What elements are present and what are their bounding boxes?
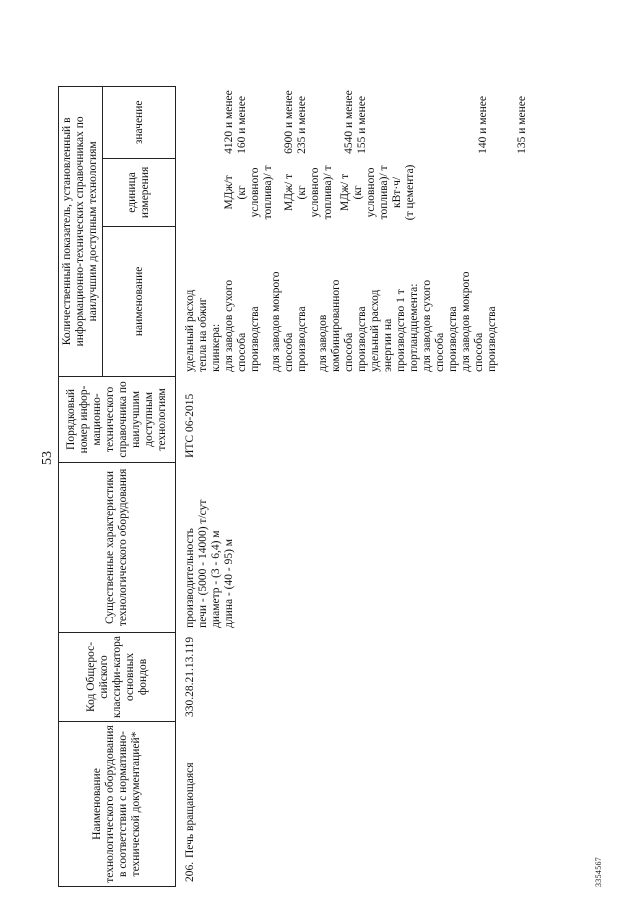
table-header-row bbox=[59, 86, 103, 886]
indicator-value-2: 6900 и менее 235 и менее bbox=[283, 90, 308, 154]
cell-its-number: ИТС 06-2015 bbox=[184, 393, 196, 458]
header-its-number: Порядковый номер инфор-мационно-технического справочника по наилучшим доступным технологиям bbox=[59, 376, 176, 462]
header-indicator-unit: единица измерения bbox=[103, 158, 176, 226]
header-equipment-name: Наименование технологического оборудования в соответствии с нормативно-технической документацией* bbox=[59, 722, 176, 887]
equipment-name: Печь вращающаяся bbox=[184, 762, 196, 858]
header-okof-code: Код Общерос-сийского классифи-катора основных фондов bbox=[59, 632, 176, 721]
row-number: 206. bbox=[184, 861, 196, 882]
indicator-name-2: для заводов мокрого способа производства bbox=[270, 271, 308, 372]
characteristic-line: печи - (5000 - 14000) т/сут bbox=[197, 499, 209, 628]
cell-indicator-units bbox=[176, 158, 530, 226]
table-row bbox=[176, 86, 530, 886]
header-indicator-name: наименование bbox=[103, 226, 176, 376]
document-code: 3354567 bbox=[594, 856, 603, 887]
indicator-value-4: 140 и менее bbox=[477, 96, 489, 154]
characteristic-line: производительность bbox=[184, 528, 196, 628]
page-number: 53 bbox=[40, 451, 55, 465]
equipment-table bbox=[58, 86, 529, 887]
header-indicator-value: значение bbox=[103, 86, 176, 158]
cell-okof-code: 330.28.21.13.119 bbox=[184, 636, 196, 717]
indicator-name-5: для заводов мокрого способа производства bbox=[460, 271, 498, 372]
cell-indicator-values bbox=[176, 86, 530, 158]
indicator-unit-2: МДж/ т (кг условного топлива)/ т bbox=[283, 165, 334, 220]
indicator-name-4: удельный расход энергии на производство 1 т портландцемента: для заводов сухого способа производства bbox=[369, 279, 459, 372]
cell-indicator-names bbox=[176, 226, 530, 376]
indicator-value-1: 4120 и менее 160 и менее bbox=[223, 90, 248, 154]
characteristic-line: длина - (40 - 95) м bbox=[223, 538, 235, 628]
indicator-value-5: 135 и менее bbox=[516, 96, 528, 154]
header-indicator-group: Количественный показатель, установленный в информационно-технических справочниках по наилучшим доступным технологиям bbox=[59, 86, 103, 376]
indicator-name-1: удельный расход тепла на обжиг клинкера: для заводов сухого способа производства bbox=[184, 279, 261, 372]
indicator-unit-1: МДж/т (кг условного топлива)/ т bbox=[223, 165, 274, 220]
cell-characteristics bbox=[176, 462, 530, 632]
indicator-value-3: 4540 и менее 155 и менее bbox=[343, 90, 368, 154]
indicator-unit-3: МДж/ т (кг условного топлива)/ т bbox=[339, 165, 390, 220]
characteristic-line: диаметр - (3 - 6,4) м bbox=[210, 530, 222, 628]
cell-equipment bbox=[176, 722, 530, 887]
indicator-name-3: для заводов комбинированного способа производства bbox=[317, 279, 368, 372]
header-characteristics: Существенные характеристики технологического оборудования bbox=[59, 462, 176, 632]
indicator-unit-4: кВт·ч/ (т цемента) bbox=[391, 164, 416, 221]
